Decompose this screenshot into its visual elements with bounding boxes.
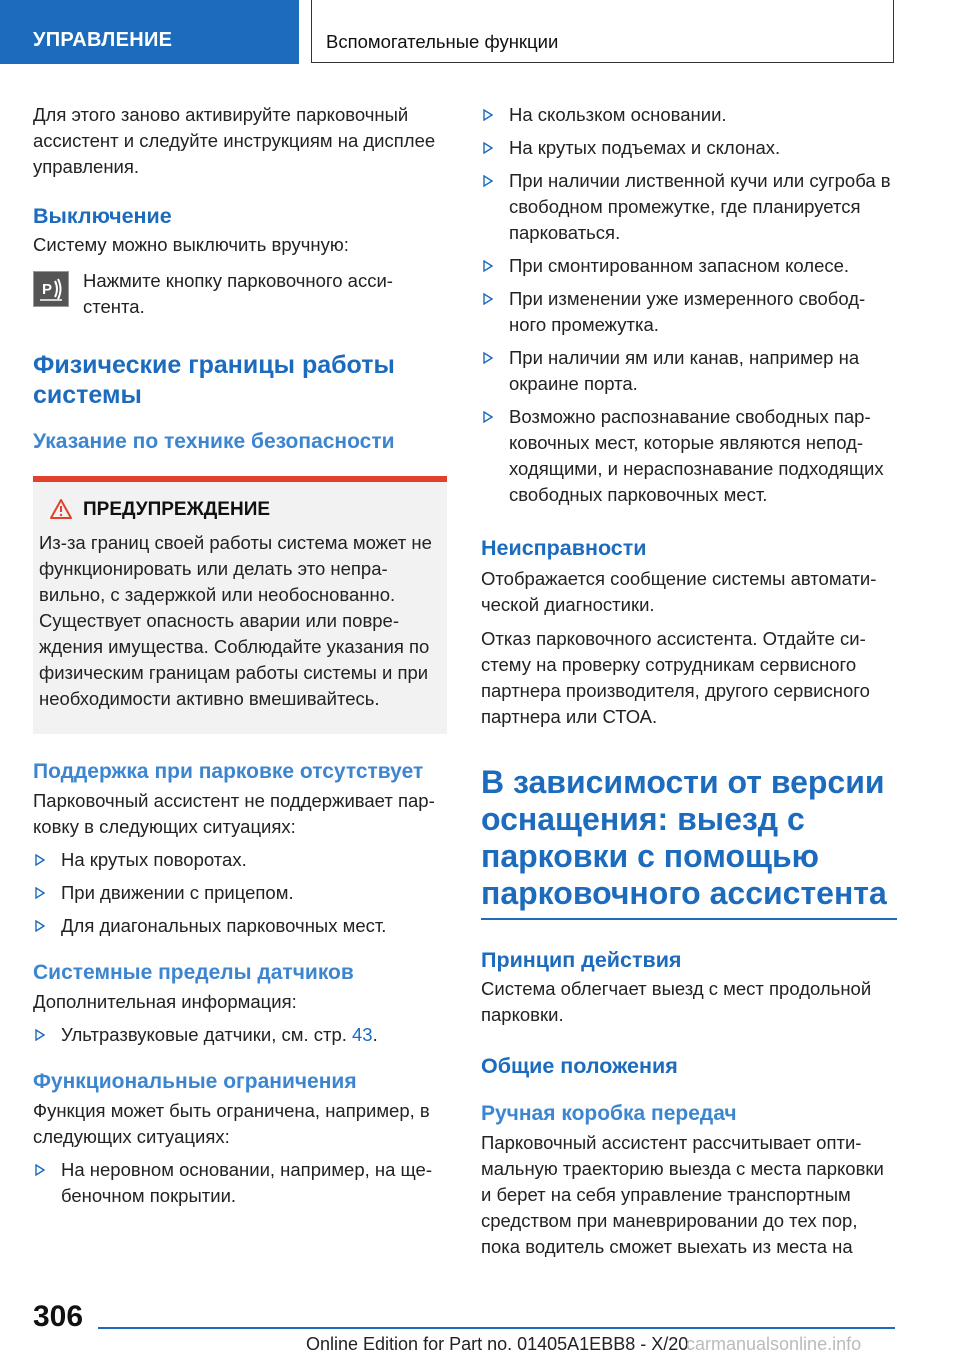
off-heading: Выключение bbox=[33, 204, 172, 228]
exit-assist-heading: В зависимости от версии оснащения: выезд с парковки с помощью парковочного ассистента bbox=[481, 764, 897, 920]
sensor-heading: Системные пределы датчиков bbox=[33, 961, 354, 984]
list-item: При смонтированном запасном колесе. bbox=[481, 253, 897, 279]
principle-text: Система облегчает выезд с мест продольной парковки. bbox=[481, 978, 872, 1025]
faults-text-2: Отказ парковочного ассистента. Отдайте си-стему на проверку сотрудникам сервисного партнера производителя, другого сервисного партнера или СТОА. bbox=[481, 628, 870, 727]
park-assist-button-icon bbox=[33, 271, 69, 307]
safety-heading: Указание по технике безопасности bbox=[33, 430, 395, 453]
no-support-list bbox=[33, 847, 449, 939]
no-support-text: Парковочный ассистент не поддерживает пар-ковку в следующих ситуациях: bbox=[33, 790, 435, 837]
off-action-text: Нажмите кнопку парковочного асси-стента. bbox=[83, 270, 393, 317]
header-section-tab bbox=[0, 0, 299, 64]
off-text: Систему можно выключить вручную: bbox=[33, 234, 349, 255]
manual-gearbox-heading: Ручная коробка передач bbox=[481, 1102, 737, 1125]
func-list-right bbox=[481, 102, 897, 508]
func-list-left bbox=[33, 1157, 449, 1209]
header-chapter-box bbox=[311, 0, 894, 63]
right-column bbox=[481, 102, 897, 1260]
sensor-list bbox=[33, 1022, 449, 1048]
list-item: При наличии лиственной кучи или сугроба в свободном промежутке, где планируется парковаться. bbox=[481, 168, 897, 246]
list-item: При изменении уже измеренного свобод-ного промежутка. bbox=[481, 286, 897, 338]
no-support-heading: Поддержка при парковке отсутствует bbox=[33, 760, 424, 783]
list-item: Возможно распознавание свободных пар-ковочных мест, которые являются непод-ходящими, и нераспознавание подходящих свободных парковочных мест. bbox=[481, 404, 897, 508]
header-section-title: УПРАВЛЕНИЕ bbox=[33, 29, 173, 51]
func-text: Функция может быть ограничена, например, в следующих ситуациях: bbox=[33, 1100, 430, 1147]
footer-divider bbox=[98, 1327, 895, 1329]
list-item: На неровном основании, например, на ще-беночном покрытии. bbox=[33, 1157, 449, 1209]
header-chapter-title: Вспомогательные функции bbox=[326, 31, 559, 52]
footer-watermark: carmanualsonline.info bbox=[686, 1334, 862, 1354]
faults-heading: Неисправности bbox=[481, 536, 647, 560]
list-item: На скользком основании. bbox=[481, 102, 897, 128]
list-item: На крутых поворотах. bbox=[33, 847, 449, 873]
manual-gearbox-text: Парковочный ассистент рассчитывает опти-мальную траекторию выезда с места парковки и берет на себя управление транспортным средством при маневрировании до тех пор, пока водитель сможет выехать из места на bbox=[481, 1132, 884, 1257]
list-item: Для диагональных парковочных мест. bbox=[33, 913, 449, 939]
warning-box bbox=[33, 476, 447, 734]
list-item: При движении с прицепом. bbox=[33, 880, 449, 906]
func-heading: Функциональные ограничения bbox=[33, 1070, 357, 1093]
page-link[interactable]: 43 bbox=[352, 1024, 373, 1045]
footer-edition: Online Edition for Part no. 01405A1EBB8 - X/20 bbox=[306, 1334, 689, 1354]
warning-title-row bbox=[39, 498, 437, 528]
svg-text:P: P bbox=[42, 281, 53, 298]
warning-title: ПРЕДУПРЕЖДЕНИЕ bbox=[83, 499, 271, 520]
principle-heading: Принцип действия bbox=[481, 948, 682, 972]
off-action bbox=[33, 268, 449, 320]
sensor-text: Дополнительная информация: bbox=[33, 991, 297, 1012]
intro-paragraph: Для этого заново активируйте парковочный ассистент и следуйте инструкциям на дисплее управления. bbox=[33, 104, 436, 177]
list-item: При наличии ям или канав, например на окраине порта. bbox=[481, 345, 897, 397]
list-item: Ультразвуковые датчики, см. стр. 43. bbox=[33, 1022, 449, 1048]
list-item: На крутых подъемах и склонах. bbox=[481, 135, 897, 161]
faults-text-1: Отображается сообщение системы автомати-ческой диагностики. bbox=[481, 568, 877, 615]
left-column bbox=[33, 102, 449, 1209]
page-number: 306 bbox=[33, 1300, 84, 1333]
warning-text: Из-за границ своей работы система может не функционировать или делать это непра-вильно, с задержкой или необоснованно. Существует опасность аварии или повре-ждения имущества. Соблюдайте указания по физическим границам работы системы и при необходимости активно вмешивайтесь. bbox=[39, 532, 432, 709]
warning-triangle-icon bbox=[49, 498, 73, 520]
general-heading: Общие положения bbox=[481, 1054, 678, 1078]
limits-heading: Физические границы работы системы bbox=[33, 351, 395, 409]
